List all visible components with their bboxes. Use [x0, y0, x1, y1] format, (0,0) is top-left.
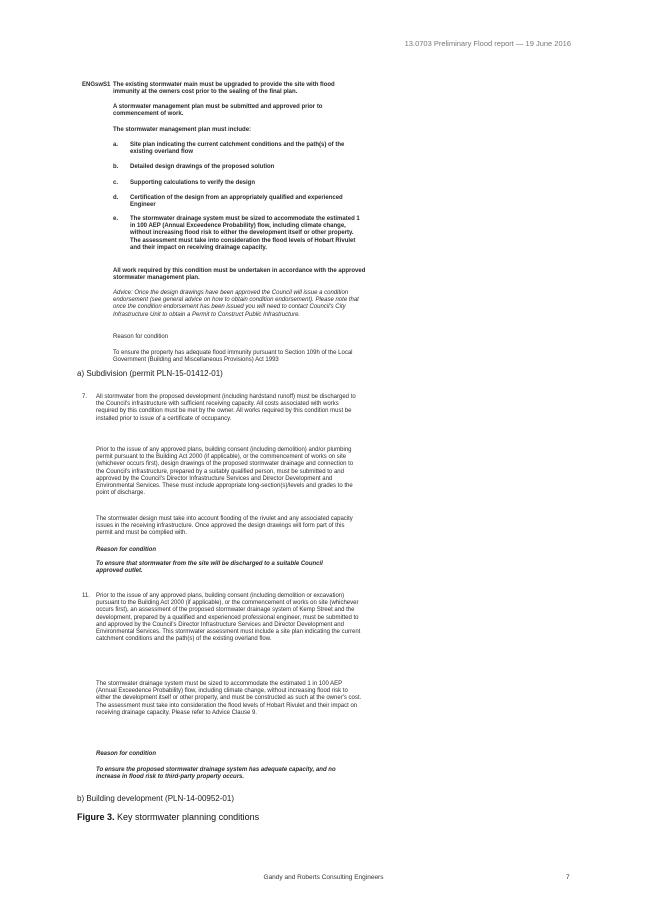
- page-number: 7: [566, 874, 570, 881]
- list-marker: e.: [113, 216, 119, 222]
- list-item: [113, 142, 363, 158]
- figure-caption: [77, 812, 259, 822]
- condition-paragraph: All stormwater from the proposed development (including hardstand runoff) must be discharged to the Council's infrastructure with sufficient receiving capacity. All costs associated with works required by this condition must be met by the owner. All works required by this condition must be installed prior to issue of a certificate of occupancy.: [96, 394, 356, 422]
- panel-b-caption: b) Building development (PLN-14-00952-01): [77, 794, 234, 803]
- reason-heading: Reason for condition: [96, 547, 156, 553]
- condition-code: ENGswS1: [82, 82, 111, 88]
- figure-label: Figure 3.: [77, 812, 115, 822]
- advice-note: Advice: Once the design drawings have been approved the Council will issue a condition endorsement (see general advice on how to obtain condition endorsement). Please note that once the condition endorsement has been issued you will need to contact Council's City Infrastructure Unit to obtain a Permit to Construct Public Infrastructure.: [113, 290, 359, 318]
- reason-text: To ensure the proposed stormwater drainage system has adequate capacity, and no increase in flood risk to third-party property occurs.: [96, 767, 336, 781]
- condition-paragraph: The existing stormwater main must be upgraded to provide the site with flood immunity at the owners cost prior to the sealing of the final plan.: [113, 82, 335, 96]
- list-text: Supporting calculations to verify the design: [130, 180, 256, 186]
- reason-heading: Reason for condition: [113, 334, 169, 340]
- list-marker: a.: [113, 142, 119, 148]
- condition-paragraph: The stormwater design must take into account flooding of the rivulet and any associated capacity issues in the receiving infrastructure. Once approved the design drawings will form part of this permit and must be complied with.: [96, 516, 353, 537]
- condition-paragraph: A stormwater management plan must be submitted and approved prior to commencement of work.: [113, 104, 323, 118]
- reason-text: To ensure that stormwater from the site will be discharged to a suitable Council approved outlet.: [96, 561, 323, 575]
- panel-a-caption: a) Subdivision (permit PLN-15-01412-01): [77, 369, 223, 378]
- list-text: The stormwater drainage system must be sized to accommodate the estimated 1 in 100 AEP (Annual Exceedence Probability) flow, including climate change, without increasing flood risk to either the development itself or other property. The assessment must take into consideration the flood levels of Hobart Rivulet and their impact on receiving drainage capacity.: [130, 216, 360, 251]
- list-item: [113, 195, 363, 211]
- condition-number: 7.: [82, 394, 88, 400]
- footer-firm: Gandy and Roberts Consulting Engineers: [263, 874, 384, 881]
- running-header: 13.0703 Preliminary Flood report — 19 June 2016: [404, 39, 571, 48]
- condition-paragraph: Prior to the issue of any approved plans, building consent (including demolition) and/or plumbing permit pursuant to the Building Act 2000 (if applicable), or the commencement of works on site (whichever occurs first), design drawings of the proposed stormwater drainage and connection to the Council's infrastructure, prepared by a suitably qualified person, must be submitted to and approved by the Council's Director Infrastructure Services and Director Development and Environmental Services. These must include appropriate long-section(s)/levels and grades to the point of discharge.: [96, 447, 354, 497]
- list-marker: c.: [113, 180, 119, 186]
- list-item: [113, 164, 363, 173]
- figure-title: Key stormwater planning conditions: [117, 812, 260, 822]
- list-item: [113, 180, 363, 189]
- condition-number: 11.: [82, 593, 90, 599]
- condition-paragraph: The stormwater management plan must include:: [113, 127, 252, 133]
- list-marker: b.: [113, 164, 119, 170]
- list-item: [113, 216, 363, 262]
- list-text: Site plan indicating the current catchment conditions and the path(s) of the existing overland flow: [130, 142, 345, 156]
- list-text: Detailed design drawings of the proposed solution: [130, 164, 275, 170]
- condition-paragraph: Prior to the issue of any approved plans, building consent (including demolition or excavation) pursuant to the Building Act 2000 (if applicable), or the commencement of works on site (whichever occurs first), an assessment of the proposed stormwater drainage system of Kemp Street and the development, prepared by a qualified and experienced professional engineer, must be submitted to and approved by the Council's Director Infrastructure Services and Director Development and Environmental Services. This stormwater assessment must include a site plan indicating the current catchment conditions and the path(s) of the existing overland flow.: [96, 593, 361, 643]
- reason-heading: Reason for condition: [96, 751, 156, 757]
- condition-paragraph: The stormwater drainage system must be sized to accommodate the estimated 1 in 100 AEP (Annual Exceedence Probability) flow, including climate change, without increasing flood risk to either the development itself or other property, and must be constructed as such at the owner's cost. The assessment must take into consideration the flood levels of Hobart Rivulet and their impact on receiving drainage capacity. Please refer to Advice Clause 9.: [96, 681, 362, 716]
- reason-text: To ensure the property has adequate flood immunity pursuant to Section 109h of the Local Government (Building and Miscellaneous Provisions) Act 1993: [113, 350, 353, 364]
- condition-paragraph: All work required by this condition must be undertaken in accordance with the approved stormwater management plan.: [113, 268, 366, 282]
- list-text: Certification of the design from an appropriately qualified and experienced Engineer: [130, 195, 343, 209]
- list-marker: d.: [113, 195, 119, 201]
